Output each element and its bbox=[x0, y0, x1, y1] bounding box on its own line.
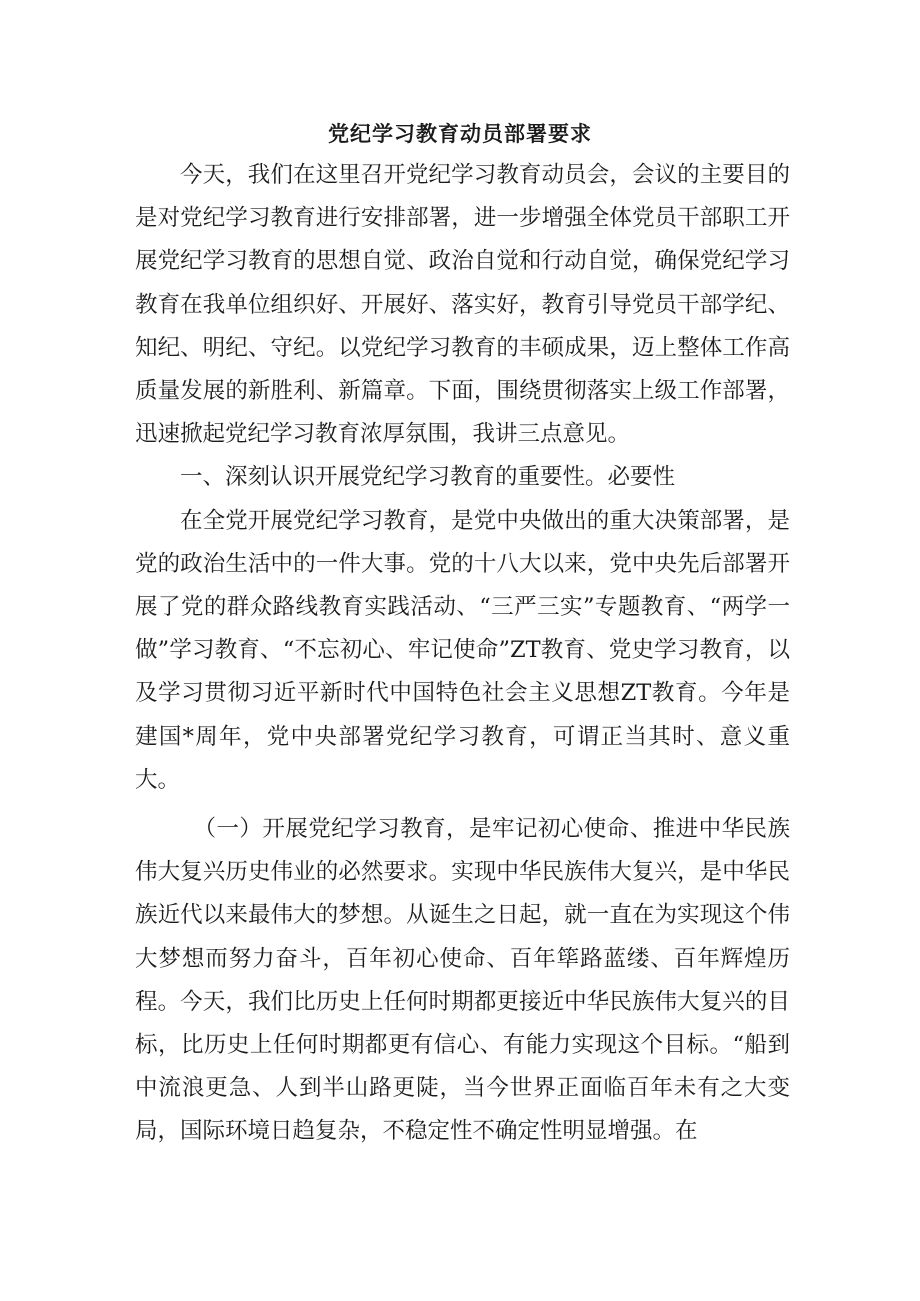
body-paragraph: 在全党开展党纪学习教育，是党中央做出的重大决策部署，是党的政治生活中的一件大事。党的十八大以来，党中央先后部署开展了党的群众路线教育实践活动、“三严三实”专题教育、“两学一做”学习教育、“不忘初心、牢记使命”ZT教育、党史学习教育，以及学习贯彻习近平新时代中国特色社会主义思想ZT教育。今年是建国*周年，党中央部署党纪学习教育，可谓正当其时、意义重大。 bbox=[135, 507, 790, 793]
subsection-paragraph-1: （一）开展党纪学习教育，是牢记初心使命、推进中华民族伟大复兴历史伟业的必然要求。实现中华民族伟大复兴，是中华民族近代以来最伟大的梦想。从诞生之日起，就一直在为实现这个伟大梦想而努力奋斗，百年初心使命、百年筚路蓝缕、百年辉煌历程。今天，我们比历史上任何时期都更接近中华民族伟大复兴的目标，比历史上任何时期都更有信心、有能力实现这个目标。“船到中流浪更急、人到半山路更陡，当今世界正面临百年未有之大变局，国际环境日趋复杂，不稳定性不确定性明显增强。在 bbox=[135, 816, 790, 1145]
intro-paragraph: 今天，我们在这里召开党纪学习教育动员会，会议的主要目的是对党纪学习教育进行安排部署，进一步增强全体党员干部职工开展党纪学习教育的思想自觉、政治自觉和行动自觉，确保党纪学习教育在我单位组织好、开展好、落实好，教育引导党员干部学纪、知纪、明纪、守纪。以党纪学习教育的丰硕成果，迈上整体工作高质量发展的新胜利、新篇章。下面，围绕贯彻落实上级工作部署，迅速掀起党纪学习教育浓厚氛围，我讲三点意见。 bbox=[135, 162, 790, 448]
document-title: 党纪学习教育动员部署要求 bbox=[328, 122, 592, 146]
document-body bbox=[135, 154, 790, 1154]
section-heading-1: 一、深刻认识开展党纪学习教育的重要性。必要性 bbox=[180, 464, 676, 491]
